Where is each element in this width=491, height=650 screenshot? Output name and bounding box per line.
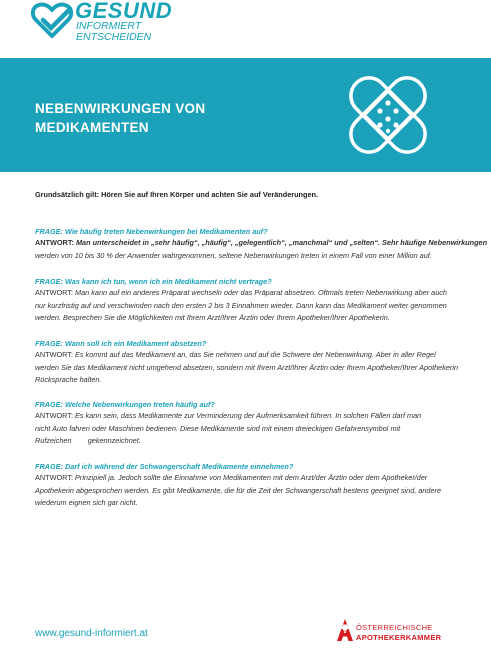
answer-text: Es kommt auf das Medikament an, das Sie nehmen und auf die Schwere der Nebenwirkung. Aber in aller Regel [75, 350, 436, 359]
answer-text: Prinzipiell ja. Jedoch sollte die Einnahme von Medikamenten mit dem Arzt/der Ärztin oder dem Apotheker/der [75, 473, 428, 482]
heart-check-icon [30, 0, 74, 42]
answer-text: Es kann sein, dass Medikamente zur Verminderung der Aufmerksamkeit führen. In solchen Fällen darf man [75, 411, 422, 420]
intro-text: Grundsätzlich gilt: Hören Sie auf Ihren Körper und achten Sie auf Veränderungen. [35, 190, 319, 199]
faq-item [35, 461, 465, 510]
faq-item [35, 338, 465, 387]
faq-answer-line [35, 349, 465, 362]
brand-tagline-line2: ENTSCHEIDEN [76, 30, 152, 43]
faq-answer-line [35, 287, 465, 300]
answer-text: Man kann auf ein anderes Präparat wechseln oder das Präparat absetzen. Oftmals treten Nebenwirkung aber auch [75, 288, 447, 297]
faq-answer-line [35, 410, 465, 423]
faq-question: FRAGE: Was kann ich tun, wenn ich ein Medikament nicht vertrage? [35, 277, 272, 286]
faq-answer-line: nur kurzfristig auf und verschwinden nach den ersten 2 bis 3 Einnahmen wieder. Dann kann das Medikament weiter genommen [35, 300, 447, 310]
faq-question: FRAGE: Darf ich während der Schwangerschaft Medikamente einnehmen? [35, 462, 294, 471]
answer-label: ANTWORT: [35, 411, 73, 420]
faq-answer-line: werden. Besprechen Sie die Möglichkeiten mit Ihrem Arzt/Ihrer Ärztin oder Ihrem Apotheker/Ihrer Apothekerin. [35, 313, 390, 323]
faq-answer [35, 287, 465, 325]
org-line2: APOTHEKERKAMMER [356, 632, 442, 642]
faq-item [35, 226, 488, 262]
answer-label: ANTWORT: [35, 288, 73, 297]
faq-answer-line: wiederum eignen sich gar nicht. [35, 498, 138, 508]
faq-answer-line [35, 237, 488, 250]
title-banner [0, 58, 491, 172]
bandage-icon [333, 63, 443, 167]
faq-question: FRAGE: Wie häufig treten Nebenwirkungen bei Medikamenten auf? [35, 227, 268, 236]
faq-item [35, 399, 465, 448]
faq-question: FRAGE: Welche Nebenwirkungen treten häufig auf? [35, 400, 215, 409]
faq-question: FRAGE: Wann soll ich ein Medikament absetzen? [35, 339, 207, 348]
faq-answer [35, 349, 465, 387]
answer-text: Man unterscheidet in „sehr häufig“, „häufig“, „gelegentlich“, „manchmal“ und „selten“. Sehr häufige Nebenwirkungen [75, 238, 488, 247]
faq-item [35, 276, 465, 325]
website-link[interactable]: www.gesund-informiert.at [35, 628, 148, 639]
faq-answer [35, 237, 488, 262]
page-title-line2: MEDIKAMENTEN [35, 120, 149, 135]
faq-answer-line [35, 472, 465, 485]
answer-label: ANTWORT: [35, 350, 73, 359]
org-line1: ÖSTERREICHISCHE [356, 623, 433, 632]
brand-tagline [76, 21, 151, 42]
faq-answer-line: Rufzeichen gekennzeichnet. [35, 436, 141, 446]
answer-label: ANTWORT: [35, 473, 73, 482]
faq-answer-line: Rücksprache halten. [35, 375, 102, 385]
pharmacy-a-icon [336, 618, 354, 642]
faq-answer [35, 410, 465, 448]
answer-label: ANTWORT: [35, 238, 74, 247]
faq-answer-line: werden Sie das Medikament nicht umgehend absetzen, sondern mit Ihrem Arzt/Ihrer Ärztin oder Ihrem Apotheker/Ihrer Apothekerin [35, 362, 459, 372]
apothekerkammer-logo [336, 618, 466, 644]
faq-answer-line: nicht Auto fahren oder Maschinen bedienen. Diese Medikamente sind mit einem dreieckigen Gefahrensymbol mit [35, 423, 401, 433]
apothekerkammer-name [356, 623, 441, 642]
page-title [35, 99, 205, 137]
gesund-logo [30, 0, 230, 50]
brand-tagline-line1: INFORMIERT [76, 20, 142, 32]
page-title-line1: NEBENWIRKUNGEN VON [35, 101, 206, 116]
brand-name: GESUND [75, 0, 173, 23]
faq-answer [35, 472, 465, 510]
faq-answer-line: Apothekerin abgesprochen werden. Es gibt Medikamente, die für die Zeit der Schwangerschaft bestens geeignet sind, andere [35, 485, 442, 495]
faq-answer-line: werden von 10 bis 30 % der Anwender wahrgenommen, seltene Nebenwirkungen treten in einem Fall von einer Million auf. [35, 250, 432, 260]
